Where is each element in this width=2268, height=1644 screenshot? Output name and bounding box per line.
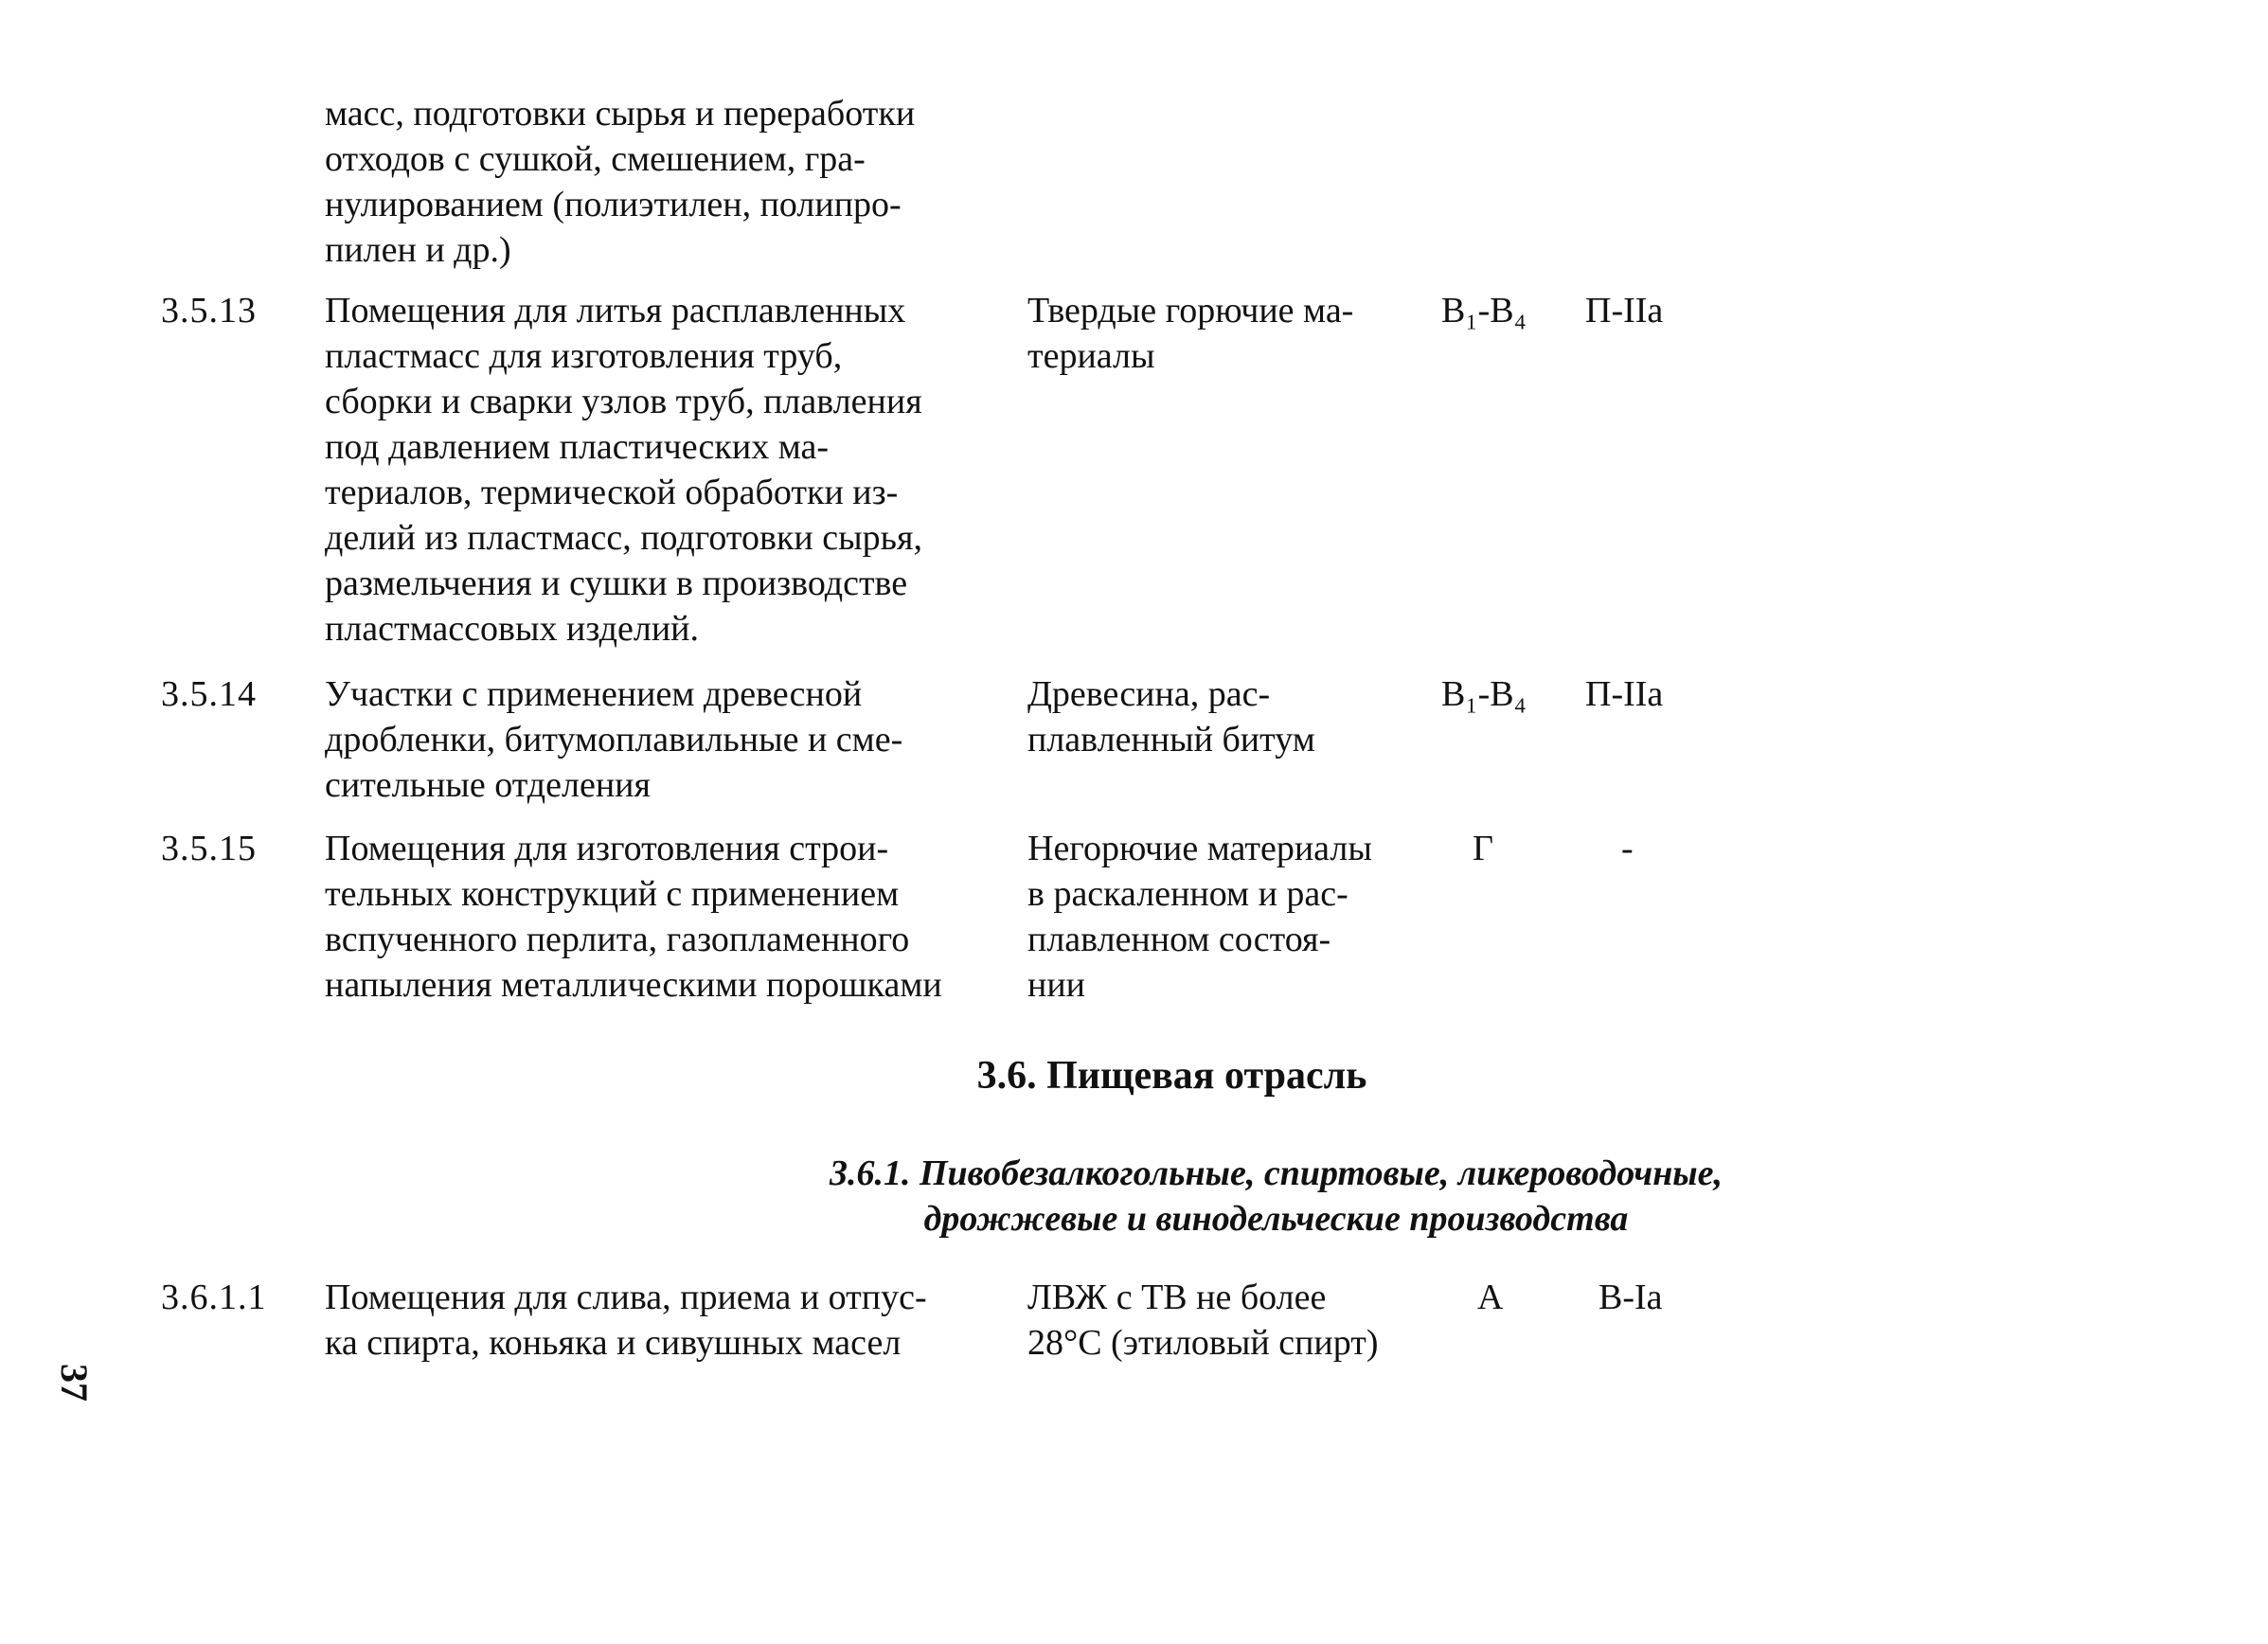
row-description [325,671,1016,808]
row-category: В₁-В₄ [1441,674,1527,714]
description-line: отходов с сушкой, смешением, гра- [325,139,866,179]
continued-description [325,91,1007,273]
material-line: плавленном состоя- [1027,920,1331,959]
description-line: пластмассовых изделий. [325,609,699,649]
row-zone-class: - [1621,829,1634,868]
row-category: Г [1473,829,1493,868]
row-material [1027,288,1425,379]
row-category: А [1477,1278,1504,1317]
description-line: тельных конструкций с применением [325,874,900,914]
material-line: Твердые горючие ма- [1027,291,1354,331]
description-line: ка спирта, коньяка и сивушных масел [325,1323,902,1363]
description-line: делий из пластмасс, подготовки сырья, [325,518,922,558]
description-line: дробленки, битумоплавильные и сме- [325,720,903,759]
description-line: териалов, термической обработки из- [325,473,899,512]
row-description [325,826,1016,1008]
description-line: пилен и др.) [325,230,511,270]
row-category: В₁-В₄ [1441,291,1527,331]
description-line: сительные отделения [325,765,651,805]
row-material [1027,671,1425,762]
description-line: Участки с применением древесной [325,674,863,714]
row-number: 3.5.14 [161,674,257,714]
row-number: 3.5.15 [161,829,257,868]
row-material [1027,1275,1425,1366]
description-line: Помещения для литья расплавленных [325,291,906,331]
row-zone-class: П-IIа [1585,291,1664,331]
row-zone-class: В-Iа [1598,1278,1663,1317]
description-line: размельчения и сушки в производстве [325,563,908,603]
material-line: плавленный битум [1027,720,1315,759]
subsection-title [0,1151,2268,1242]
subsection-title-line: дрожжевые и винодельческие производства [923,1199,1629,1239]
row-number: 3.5.13 [161,291,257,331]
material-line: нии [1027,965,1086,1005]
row-material [1027,826,1425,1008]
material-line: Негорючие материалы [1027,829,1372,868]
row-number: 3.6.1.1 [161,1278,267,1317]
row-description [325,288,1016,652]
section-title: 3.6. Пищевая отрасль [976,1054,1367,1098]
subsection-title-line: 3.6.1. Пивобезалкогольные, спиртовые, ликероводочные, [829,1153,1723,1193]
description-line: Помещения для слива, приема и отпус- [325,1278,927,1317]
row-zone-class: П-IIа [1585,674,1664,714]
material-line: в раскаленном и рас- [1027,874,1348,914]
description-line: напыления металлическими порошками [325,965,942,1005]
description-line: вспученного перлита, газопламенного [325,920,910,959]
page-number: 37 [53,1364,96,1402]
description-line: пластмасс для изготовления труб, [325,336,843,376]
row-description [325,1275,1016,1366]
description-line: нулированием (полиэтилен, полипро- [325,185,902,224]
material-line: ЛВЖ с ТВ не более [1027,1278,1327,1317]
description-line: сборки и сварки узлов труб, плавления [325,382,922,421]
material-line: Древесина, рас- [1027,674,1271,714]
description-line: под давлением пластических ма- [325,427,829,467]
material-line: 28°С (этиловый спирт) [1027,1323,1379,1363]
description-line: Помещения для изготовления строи- [325,829,889,868]
material-line: териалы [1027,336,1155,376]
description-line: масс, подготовки сырья и переработки [325,94,916,134]
